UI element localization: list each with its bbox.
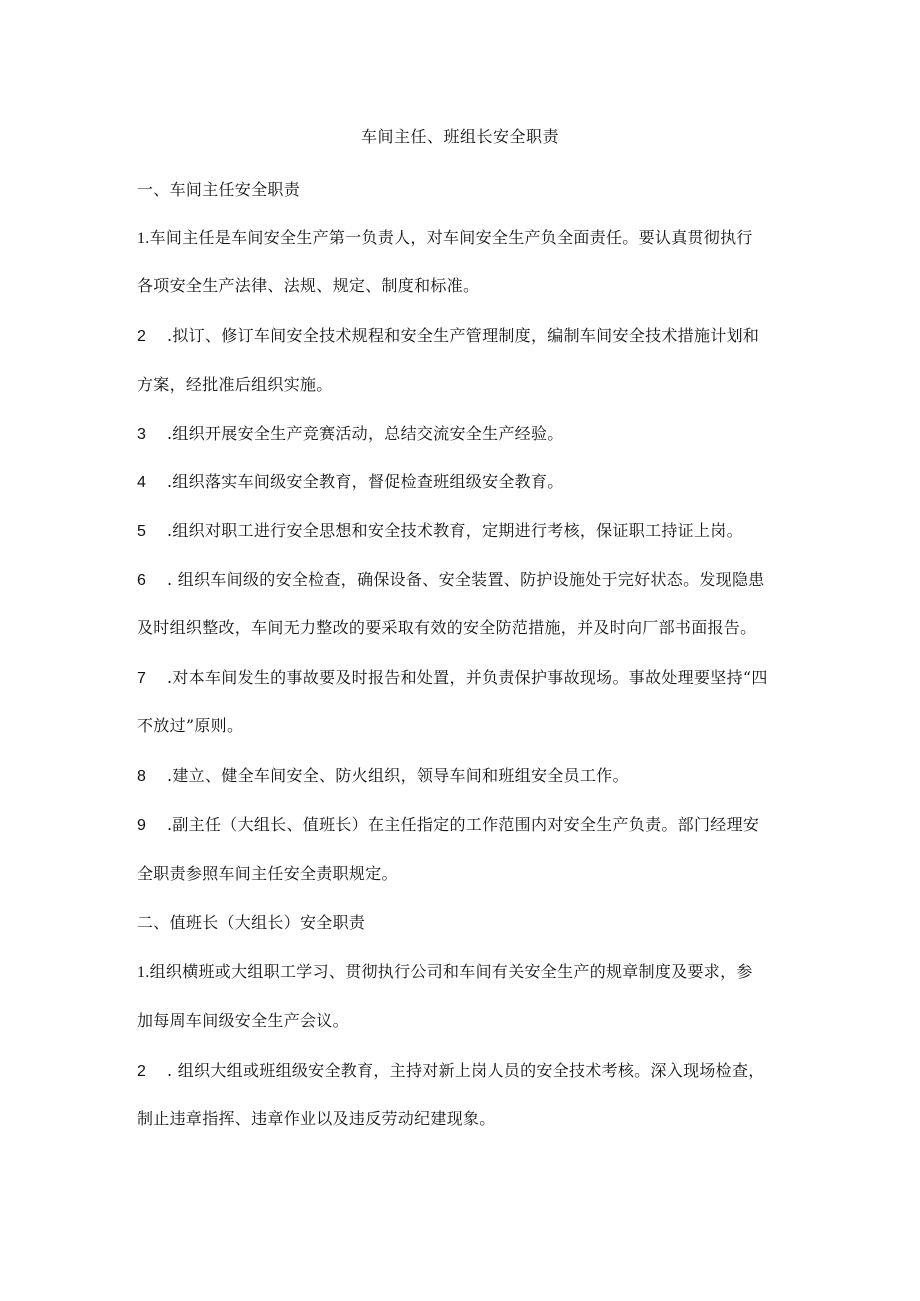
- item-text: 组织横班或大组职工学习、贯彻执行公司和车间有关安全生产的规章制度及要求，参: [149, 962, 753, 981]
- item-text: 车间主任是车间安全生产第一负责人，对车间安全生产负全面责任。要认真贯彻执行: [149, 228, 753, 247]
- item-text: .副主任（大组长、值班长）在主任指定的工作范围内对安全生产负责。部门经理安: [167, 815, 760, 834]
- item-text: . 组织大组或班组级安全教育，主持对新上岗人员的安全技术考核。深入现场检查，: [167, 1061, 765, 1080]
- item-number: 7: [137, 670, 147, 687]
- item-number: 9: [137, 817, 147, 834]
- paragraph-line: 加每周车间级安全生产会议。: [137, 1011, 349, 1030]
- item-text: .建立、健全车间安全、防火组织，领导车间和班组安全员工作。: [167, 766, 629, 785]
- item-number: 5: [137, 523, 147, 540]
- paragraph-line: [137, 812, 797, 835]
- item-number: 2: [137, 1063, 147, 1080]
- paragraph-line: [137, 225, 797, 248]
- item-text: .组织开展安全生产竞赛活动，总结交流安全生产经验。: [167, 424, 564, 443]
- paragraph-line: [137, 763, 797, 786]
- section-heading-2: 二、值班长（大组长）安全职责: [137, 913, 366, 932]
- item-number: 2: [137, 328, 147, 345]
- item-number: 3: [137, 426, 147, 443]
- paragraph-line: 方案，经批准后组织实施。: [137, 375, 333, 394]
- paragraph-line: [137, 665, 797, 688]
- paragraph-line: [137, 567, 797, 590]
- document-title: 车间主任、班组长安全职责: [360, 127, 559, 146]
- item-text: . 组织车间级的安全检查，确保设备、安全装置、防护设施处于完好状态。发现隐患: [167, 570, 765, 589]
- item-text: .组织落实车间级安全教育，督促检查班组级安全教育。: [167, 472, 564, 491]
- paragraph-line: 制止违章指挥、违章作业以及违反劳动纪建现象。: [137, 1109, 496, 1128]
- item-number: 1.: [137, 230, 150, 247]
- item-number: 6: [137, 572, 147, 589]
- item-number: 4: [137, 474, 147, 491]
- paragraph-line: [137, 1058, 797, 1081]
- paragraph-line: [137, 518, 797, 541]
- item-number: 1.: [137, 964, 150, 981]
- paragraph-line: [137, 323, 797, 346]
- paragraph-line: 全职责参照车间主任安全责职规定。: [137, 864, 398, 883]
- item-text: .对本车间发生的事故要及时报告和处置，并负责保护事故现场。事故处理要坚持“四: [167, 668, 768, 687]
- item-text: .拟订、修订车间安全技术规程和安全生产管理制度，编制车间安全技术措施计划和: [167, 326, 760, 345]
- section-heading-1: 一、车间主任安全职责: [137, 180, 301, 199]
- item-number: 8: [137, 768, 147, 785]
- paragraph-line: [137, 421, 797, 444]
- paragraph-line: 及时组织整改，车间无力整改的要采取有效的安全防范措施，并及时向厂部书面报告。: [137, 618, 757, 637]
- paragraph-line: 不放过”原则。: [137, 716, 244, 735]
- paragraph-line: [137, 959, 797, 982]
- item-text: .组织对职工进行安全思想和安全技术教育，定期进行考核，保证职工持证上岗。: [167, 521, 743, 540]
- paragraph-line: [137, 469, 797, 492]
- paragraph-line: 各项安全生产法律、法规、规定、制度和标准。: [137, 276, 480, 295]
